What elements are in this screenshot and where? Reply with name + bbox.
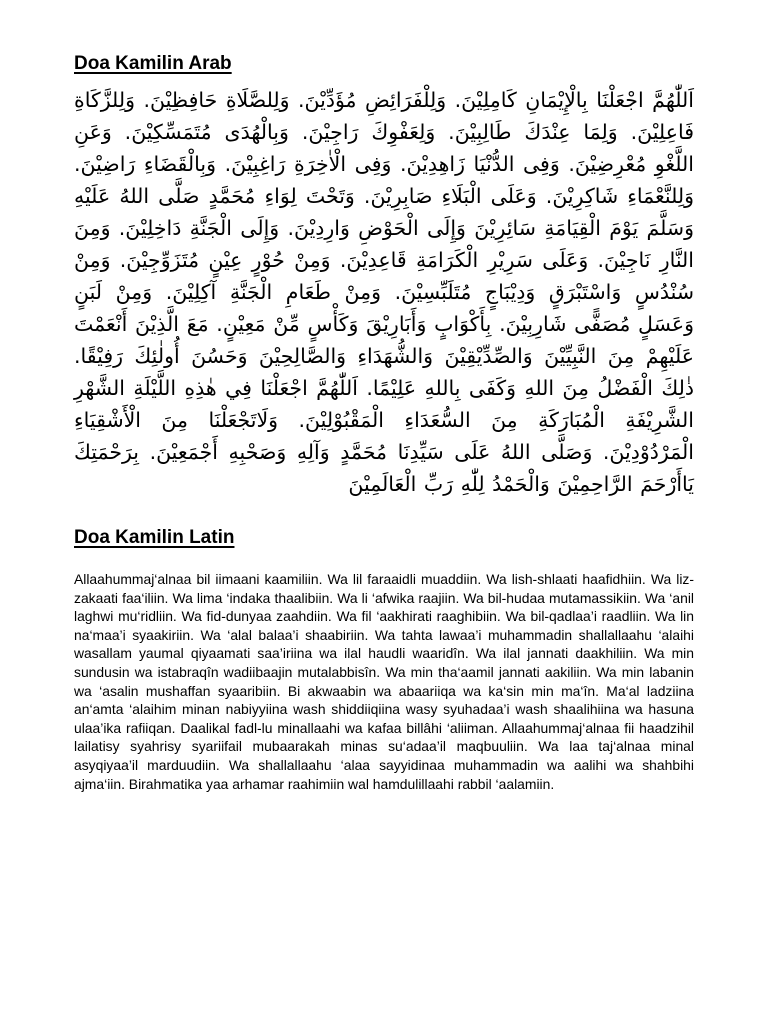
arabic-section-heading: Doa Kamilin Arab: [74, 53, 232, 74]
latin-prayer-text: Allaahummaj‘alnaa bil iimaani kaamiliin. Wa lil faraaidli muaddiin. Wa lish-shlaati haafidhiin. Wa liz-zakaati faa‘iliin. Wa lima ‘indaka thaalibiin. Wa li ‘afwika raajiin. Wa bil-hudaa mutamassikiin. Wa ‘anil laghwi mu‘ridliin. Wa fid-dunyaa zaahdiin. Wa fil ‘aakhirati raaghibiin. Wa bil-qadlaa’i raadliin. Wa lin na‘maa’i syaakiriin. Wa ‘alal balaa’i shaabiriin. Wa tahta lawaa’i muhammadin shallallaahu ‘alaihi wasallam yaumal qiyaamati saa’iriina wa ilal haudli waaridîn. Wa ilal jannati daakhiliin. Wa min sundusin wa istabraqîn wadiibaajin mutalabbisîn. Wa min tha‘aamil jannati aakiliin. Wa min labanin wa ‘asalin mushaffan syaaribiin. Bi akwaabin wa abaariiqa wa ka‘sin min ma‘în. Ma‘al ladziina an‘amta ‘alaihim minan nabiyyiina wash shiddiiqiina wasy syuhadaa’i wash shaalihiina wa hasuna ulaa’ika rafiiqan. Daalikal fadl-lu minallaahi wa kafaa billâhi ‘aliiman. Allaahummaj‘alnaa fii haadzihil lailatisy syahrisy syariifail mubaarakah minas su‘adaa’il maqbuuliin. Wa laa taj‘alnaa minal asyqiyaa’il marduudiin. Wa shallallaahu ‘alaa sayyidinaa muhammadin wa aalihi wa shahbihi ajma‘iin. Birahmatika yaa arhamar raahimiin wal hamdulillaahi rabbil ‘aalamiin.: [74, 571, 694, 792]
latin-section-heading: Doa Kamilin Latin: [74, 527, 235, 548]
arabic-prayer-text: اَللّٰهُمَّ اجْعَلْنَا بِالْإِيْمَانِ كَامِلِيْنَ. وَلِلْفَرَائِضِ مُؤَدِّيْنَ. وَلِلصَّلَاةِ حَافِظِيْنَ. وَلِلزَّكَاةِ فَاعِلِيْنَ. وَلِمَا عِنْدَكَ طَالِبِيْنَ. وَلِعَفْوِكَ رَاجِيْنَ. وَبِالْهُدَى مُتَمَسِّكِيْنَ. وَعَنِ اللَّغْوِ مُعْرِضِيْنَ. وَفِى الدُّنْيَا زَاهِدِيْنَ. وَفِى الْاٰخِرَةِ رَاغِبِيْنَ. وَبِالْقَضَاءِ رَاضِيْنَ. وَلِلنَّعْمَاءِ شَاكِرِيْنَ. وَعَلَى الْبَلَاءِ صَابِرِيْنَ. وَتَحْتَ لِوَاءِ مُحَمَّدٍ صَلَّى اللهُ عَلَيْهِ وَسَلَّمَ يَوْمَ الْقِيَامَةِ سَائِرِيْنَ وَإِلَى الْحَوْضِ وَارِدِيْنَ. وَإِلَى الْجَنَّةِ دَاخِلِيْنَ. وَمِنَ النَّارِ نَاجِيْنَ. وَعَلَى سَرِيْرِ الْكَرَامَةِ قَاعِدِيْنَ. وَمِنْ حُوْرٍ عِيْنٍ مُتَزَوِّجِيْنَ. وَمِنْ سُنْدُسٍ وَاسْتَبْرَقٍ وَدِيْبَاجٍ مُتَلَبِّسِيْنَ. وَمِنْ طَعَامِ الْجَنَّةِ آكِلِيْنَ. وَمِنْ لَبَنٍ وَعَسَلٍ مُصَفًّى شَارِبِيْنَ. بِأَكْوَابٍ وَأَبَارِيْقَ وَكَأْسٍ مِّنْ مَعِيْنٍ. مَعَ الَّذِيْنَ أَنْعَمْتَ عَلَيْهِمْ مِنَ النَّبِيِّيْنَ وَالصِّدِّيْقِيْنَ وَالشُّهَدَاءِ وَالصَّالِحِيْنَ وَحَسُنَ أُولٰئِكَ رَفِيْقًا. ذٰلِكَ الْفَضْلُ مِنَ اللهِ وَكَفَى بِاللهِ عَلِيْمًا. اَللّٰهُمَّ اجْعَلْنَا فِي هٰذِهِ اللَّيْلَةِ الشَّهْرِ الشَّرِيْفَةِ الْمُبَارَكَةِ مِنَ السُّعَدَاءِ الْمَقْبُوْلِيْنَ. وَلَاتَجْعَلْنَا مِنَ الْأَشْقِيَاءِ الْمَرْدُوْدِيْنَ. وَصَلَّى اللهُ عَلَى سَيِّدِنَا مُحَمَّدٍ وَآلِهِ وَصَحْبِهِ أَجْمَعِيْنَ. بِرَحْمَتِكَ يَاأَرْحَمَ الرَّاحِمِيْنَ وَالْحَمْدُ لِلّٰهِ رَبِّ الْعَالَمِيْنَ: [74, 88, 694, 496]
